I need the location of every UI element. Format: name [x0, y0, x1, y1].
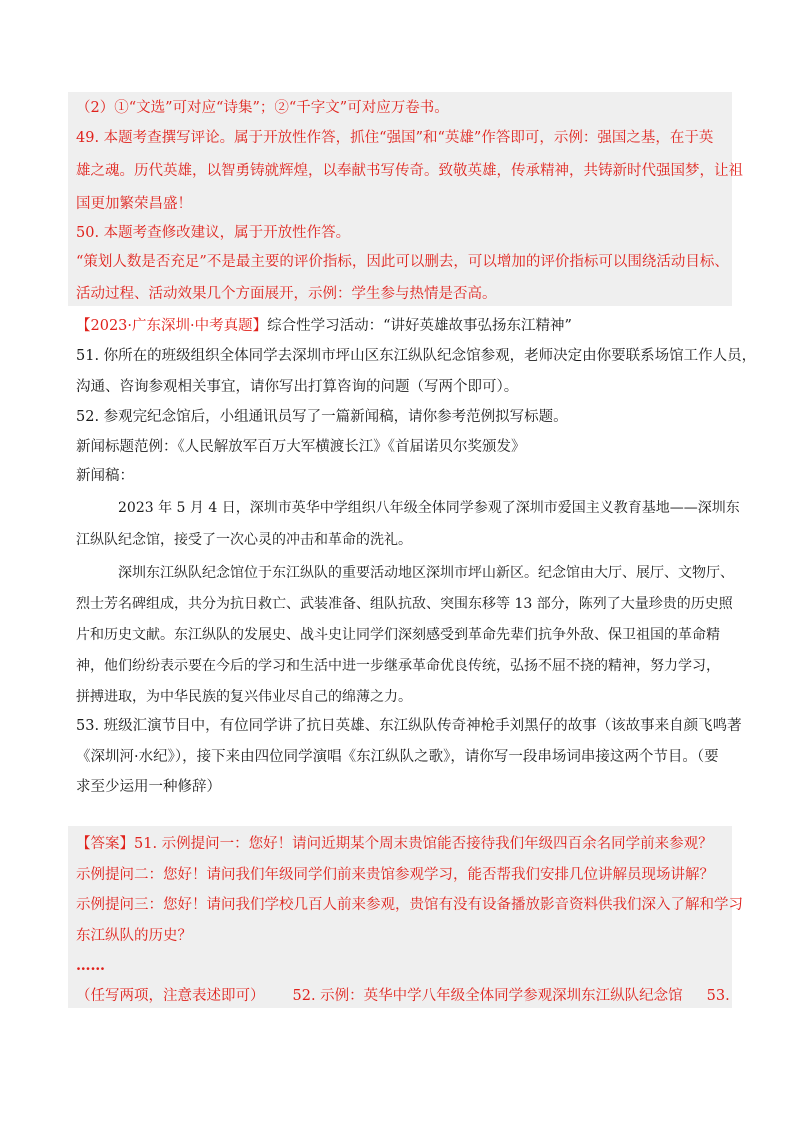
news-paragraph-line: 深圳东江纵队纪念馆位于东江纵队的重要活动地区深圳市坪山新区。纪念馆由大厅、展厅、文物厅、	[118, 565, 734, 581]
ellipsis: ……	[76, 957, 105, 974]
answer-51-line	[76, 834, 726, 854]
question-53-line: 53. 班级汇演节目中，有位同学讲了抗日英雄、东江纵队传奇神枪手刘黑仔的故事（该故事来自颜飞鸣著	[76, 718, 742, 734]
answer-52-text: 52. 示例：英华中学八年级全体同学参观深圳东江纵队纪念馆	[292, 988, 683, 1004]
news-paragraph-line: 片和历史文献。东江纵队的发展史、战斗史让同学们深刻感受到革命先辈们抗争外敌、保卫祖国的革命精	[76, 627, 720, 643]
question-51-line: 51. 你所在的班级组织全体同学去深圳市坪山区东江纵队纪念馆参观，老师决定由你要联系场馆工作人员，	[76, 348, 757, 364]
answer-51-line: 东江纵队的历史？	[76, 928, 192, 944]
answer-49-line: 49. 本题考查撰写评论。属于开放性作答，抓住“强国”和“英雄”作答即可，示例：强国之基，在于英	[76, 130, 714, 146]
section-title: 综合性学习活动：“讲好英雄故事弘扬东江精神”	[267, 318, 572, 334]
source-tag: 【2023·广东深圳·中考真题】	[76, 318, 268, 334]
answer-summary-line	[76, 986, 730, 1006]
answer-49-line: 雄之魂。历代英雄，以智勇铸就辉煌，以奉献书写传奇。致敬英雄，传承精神，共铸新时代强国梦，让祖	[76, 163, 743, 179]
news-label: 新闻稿：	[76, 468, 134, 484]
answer-51-text: 51. 示例提问一：您好！请问近期某个周末贵馆能否接待我们年级四百余名同学前来参观？	[134, 836, 713, 852]
news-paragraph-line: 烈士芳名碑组成，共分为抗日救亡、武装准备、组队抗敌、突围东移等 13 部分，陈列了大量珍贵的历史照	[76, 596, 733, 612]
news-paragraph-line: 拼搏进取，为中华民族的复兴伟业尽自己的绵薄之力。	[76, 689, 412, 705]
news-paragraph-line: 神，他们纷纷表示要在今后的学习和生活中进一步继承革命优良传统，弘扬不屈不挠的精神，努力学习，	[76, 658, 720, 674]
answer-51-line: 示例提问三：您好！请问我们学校几百人前来参观，贵馆有没有设备播放影音资料供我们深入了解和学习	[76, 897, 743, 913]
answer-50-line: “策划人数是否充足”不是最主要的评价指标，因此可以删去，可以增加的评价指标可以围绕活动目标、	[76, 254, 729, 270]
answer-50-line: 活动过程、活动效果几个方面展开，示例：学生参与热情是否高。	[76, 286, 497, 302]
section-heading	[76, 316, 726, 336]
answer-49-line: 国更加繁荣昌盛！	[76, 196, 192, 212]
answer-51-line: 示例提问二：您好！请问我们年级同学们前来贵馆参观学习，能否帮我们安排几位讲解员现场讲解？	[76, 867, 714, 883]
answer-53-label: 53.	[706, 988, 730, 1004]
question-53-line: 求至少运用一种修辞）	[76, 779, 221, 795]
question-51-line: 沟通、咨询参观相关事宜，请你写出打算咨询的问题（写两个即可）。	[76, 379, 519, 395]
news-title-example: 新闻标题范例：《人民解放军百万大军横渡长江》《首届诺贝尔奖颁发》	[76, 439, 526, 455]
news-paragraph-line: 江纵队纪念馆，接受了一次心灵的冲击和革命的洗礼。	[76, 532, 412, 548]
answer-note: （任写两项，注意表述即可）	[76, 988, 265, 1004]
answer-50-line: 50. 本题考查修改建议，属于开放性作答。	[76, 225, 351, 241]
news-paragraph-line: 2023 年 5 月 4 日，深圳市英华中学组织八年级全体同学参观了深圳市爱国主义教育基地——深圳东	[118, 500, 740, 516]
question-52-line: 52. 参观完纪念馆后，小组通讯员写了一篇新闻稿，请你参考范例拟写标题。	[76, 409, 568, 425]
answer-line: （2）①“文选”可对应“诗集”；②“千字文”可对应万卷书。	[76, 100, 449, 116]
answer-tag: 【答案】	[76, 836, 134, 852]
question-53-line: 《深圳河·水纪》），接下来由四位同学演唱《东江纵队之歌》，请你写一段串场词串接这两个节目。（要	[76, 749, 719, 765]
